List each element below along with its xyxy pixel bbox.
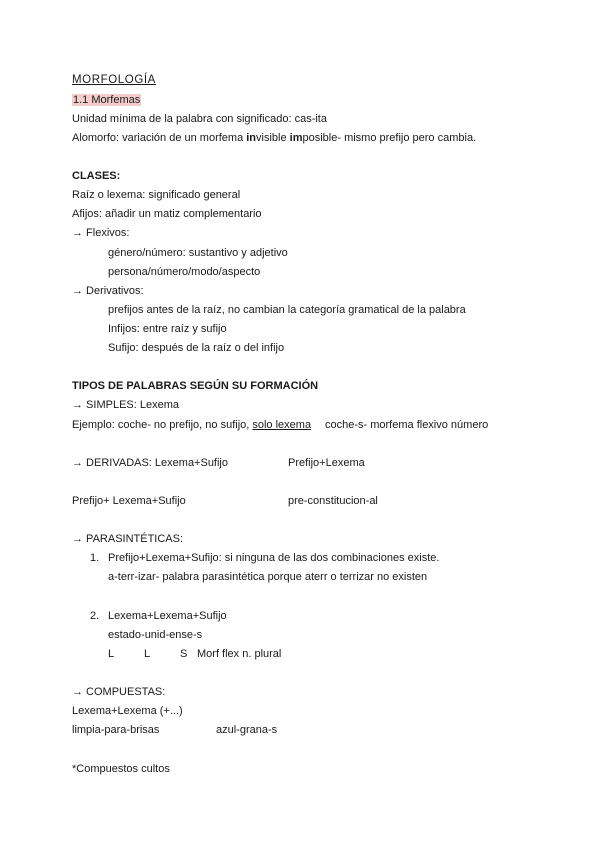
derivativos-item-1: prefijos antes de la raíz, no cambian la categoría gramatical de la palabra (108, 304, 466, 316)
alomorfo-part-a: Alomorfo: variación de un morfema (72, 132, 247, 144)
afijos-text: Afijos: añadir un matiz complementario (72, 208, 262, 220)
list-number-1: 1. (90, 552, 100, 564)
compuestas-example-2: azul-grana-s (216, 724, 278, 736)
derivativos-item-2: Infijos: entre raíz y sufijo (108, 323, 227, 335)
ejemplo-part-a: Ejemplo: coche- no prefijo, no sufijo, (72, 419, 253, 431)
unidad-text: Unidad mínima de la palabra con significado: cas-ita (72, 113, 327, 125)
flexivos-item-2: persona/número/modo/aspecto (108, 266, 261, 278)
parasinteticas-label: → PARASINTÉTICAS: (72, 533, 184, 545)
section-heading-highlight: 1.1 Morfemas (73, 94, 141, 106)
parasinteticas-item-1: Prefijo+Lexema+Sufijo: si ninguna de las dos combinaciones existe. (108, 552, 440, 564)
ejemplo-plural: coche-s- morfema flexivo número (325, 419, 489, 431)
alomorfo-part-d: posible- mismo prefijo pero cambia. (302, 132, 477, 144)
raiz-text: Raíz o lexema: significado general (72, 189, 241, 201)
list-number-2: 2. (90, 610, 100, 622)
flexivos-item-1: género/número: sustantivo y adjetivo (108, 247, 288, 259)
parasinteticas-item-2-example: estado-unid-ense-s (108, 629, 203, 641)
prefijo-ejemplo: pre-constitucion-al (288, 495, 378, 507)
ejemplo-underlined: solo lexema (252, 419, 312, 431)
clases-heading: CLASES: (72, 170, 121, 182)
label-morf-flex: Morf flex n. plural (197, 648, 282, 660)
compuestas-example-1: limpia-para-brisas (72, 724, 160, 736)
alomorfo-text (72, 131, 476, 145)
ejemplo-text (72, 418, 311, 432)
compuestas-formula: Lexema+Lexema (+...) (72, 705, 183, 717)
compuestas-label: → COMPUESTAS: (72, 686, 166, 698)
prefijo-lexema-sufijo: Prefijo+ Lexema+Sufijo (72, 495, 186, 507)
alomorfo-part-c: visible (256, 132, 290, 144)
tipos-heading: TIPOS DE PALABRAS SEGÚN SU FORMACIÓN (72, 380, 319, 392)
alomorfo-bold-im: im (289, 132, 303, 144)
flexivos-label: → Flexivos: (72, 227, 130, 239)
label-lexema-1: L (108, 648, 115, 660)
parasinteticas-item-2: Lexema+Lexema+Sufijo (108, 610, 227, 622)
label-lexema-2: L (144, 648, 151, 660)
page-title: MORFOLOGÍA (72, 74, 156, 86)
derivadas-prefijo-lexema: Prefijo+Lexema (288, 457, 365, 469)
derivativos-label: → Derivativos: (72, 285, 144, 297)
compuestos-cultos: *Compuestos cultos (72, 763, 170, 775)
section-heading (72, 93, 141, 107)
simples-label: → SIMPLES: Lexema (72, 399, 179, 411)
label-sufijo: S (180, 648, 188, 660)
derivativos-item-3: Sufijo: después de la raíz o del infijo (108, 342, 285, 354)
alomorfo-bold-in: in (246, 132, 257, 144)
parasinteticas-item-1-example: a-terr-izar- palabra parasintética porque aterr o terrizar no existen (108, 571, 428, 583)
derivadas-label: → DERIVADAS: Lexema+Sufijo (72, 457, 228, 469)
